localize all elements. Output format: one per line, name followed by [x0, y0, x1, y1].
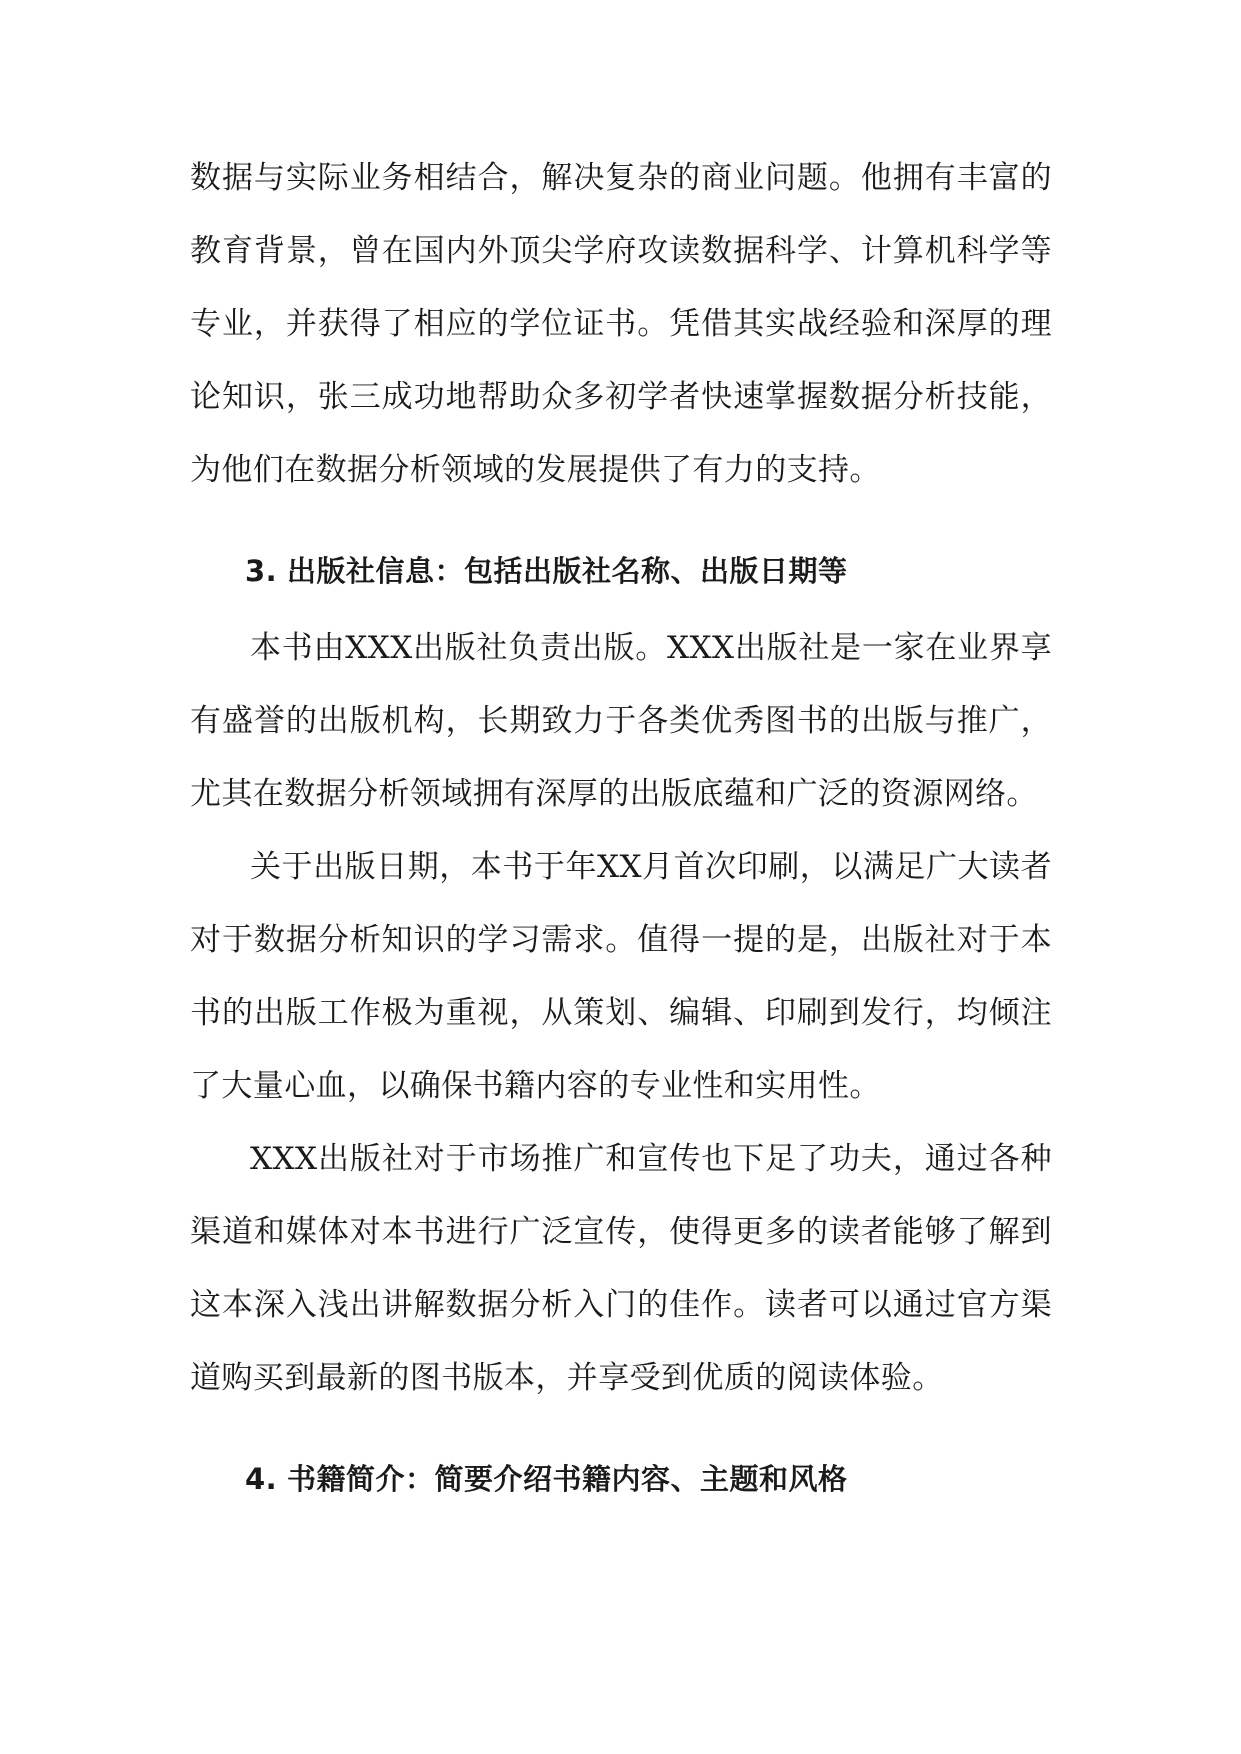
paragraph-publication-date: 关于出版日期，本书于年XX月首次印刷，以满足广大读者对于数据分析知识的学习需求。值得一提的是，出版社对于本书的出版工作极为重视，从策划、编辑、印刷到发行，均倾注了大量心血，以确保书籍内容的专业性和实用性。 — [190, 849, 1052, 1104]
section-title: 书籍简介：简要介绍书籍内容、主题和风格 — [287, 1462, 848, 1496]
section-number: 3. — [245, 554, 278, 588]
paragraph-publisher-intro: 本书由XXX出版社负责出版。XXX出版社是一家在业界享有盛誉的出版机构，长期致力于各类优秀图书的出版与推广，尤其在数据分析领域拥有深厚的出版底蕴和广泛的资源网络。 — [190, 630, 1052, 812]
section-title: 出版社信息：包括出版社名称、出版日期等 — [287, 554, 848, 588]
paragraph-author-background: 数据与实际业务相结合，解决复杂的商业问题。他拥有丰富的教育背景，曾在国内外顶尖学府攻读数据科学、计算机科学等专业，并获得了相应的学位证书。凭借其实战经验和深厚的理论知识，张三成功地帮助众多初学者快速掌握数据分析技能，为他们在数据分析领域的发展提供了有力的支持。 — [190, 160, 1052, 488]
section-number: 4. — [245, 1462, 278, 1496]
section-heading-book-summary — [190, 1443, 1052, 1516]
document-body — [190, 142, 1052, 1516]
paragraph-promotion: XXX出版社对于市场推广和宣传也下足了功夫，通过各种渠道和媒体对本书进行广泛宣传，使得更多的读者能够了解到这本深入浅出讲解数据分析入门的佳作。读者可以通过官方渠道购买到最新的图书版本，并享受到优质的阅读体验。 — [190, 1141, 1052, 1396]
section-heading-publisher — [190, 535, 1052, 608]
